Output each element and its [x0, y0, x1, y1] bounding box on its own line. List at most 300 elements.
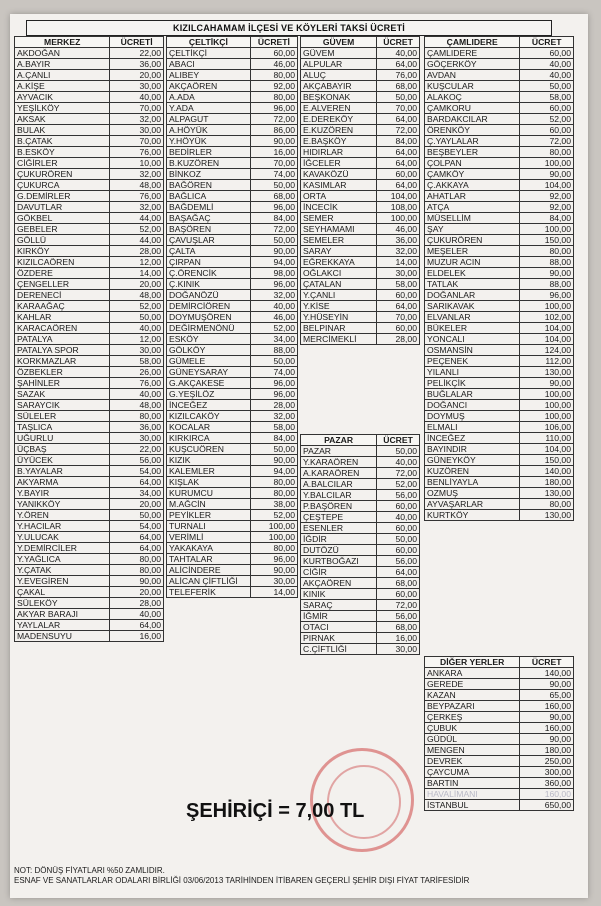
- destination-price: 14,00: [110, 268, 164, 279]
- destination-price: 90,00: [250, 455, 297, 466]
- destination-name: KAVAKÖZÜ: [301, 169, 377, 180]
- table-row: [167, 455, 298, 466]
- destination-price: 58,00: [250, 422, 297, 433]
- destination-price: 96,00: [250, 103, 297, 114]
- table-row: [15, 103, 164, 114]
- table-row: [15, 378, 164, 389]
- destination-name: ÇAMLIDERE: [425, 48, 520, 59]
- destination-name: ÇUKURÖREN: [15, 169, 110, 180]
- destination-price: 46,00: [250, 59, 297, 70]
- destination-name: BAĞÖREN: [167, 180, 251, 191]
- destination-name: BARDAKCILAR: [425, 114, 520, 125]
- table-row: [15, 202, 164, 213]
- destination-price: 102,00: [520, 312, 574, 323]
- destination-price: 32,00: [110, 114, 164, 125]
- table-row: [167, 180, 298, 191]
- destination-name: OZMUŞ: [425, 488, 520, 499]
- destination-name: SARIKAVAK: [425, 301, 520, 312]
- table-row: [167, 224, 298, 235]
- table-row: [15, 48, 164, 59]
- destination-price: 50,00: [250, 235, 297, 246]
- destination-price: 180,00: [520, 477, 574, 488]
- destination-name: KORKMAZLAR: [15, 356, 110, 367]
- destination-name: ÇAMKÖY: [425, 169, 520, 180]
- destination-price: 50,00: [250, 180, 297, 191]
- table-celtikci: [166, 36, 298, 598]
- destination-name: KURTBOĞAZI: [301, 556, 377, 567]
- destination-name: ÇAKAL: [15, 587, 110, 598]
- destination-name: TAŞLICA: [15, 422, 110, 433]
- table-row: [167, 202, 298, 213]
- table-row: [167, 587, 298, 598]
- table-row: [167, 466, 298, 477]
- table-row: [425, 81, 574, 92]
- destination-price: 76,00: [110, 378, 164, 389]
- table-row: [425, 745, 574, 756]
- destination-name: ŞAHİNLER: [15, 378, 110, 389]
- destination-price: 64,00: [110, 543, 164, 554]
- destination-price: 44,00: [110, 213, 164, 224]
- destination-price: 100,00: [377, 213, 420, 224]
- table-row: [15, 422, 164, 433]
- destination-name: DOĞANCI: [425, 400, 520, 411]
- destination-name: ELMALI: [425, 422, 520, 433]
- table-row: [425, 668, 574, 679]
- destination-name: Y.ULUCAK: [15, 532, 110, 543]
- destination-name: AKDOĞAN: [15, 48, 110, 59]
- table-row: [15, 191, 164, 202]
- destination-price: 60,00: [520, 103, 574, 114]
- region-heading: DİĞER YERLER: [425, 657, 520, 668]
- table-row: [301, 633, 420, 644]
- destination-name: A.HÖYÜK: [167, 125, 251, 136]
- destination-name: G.AKÇAKESE: [167, 378, 251, 389]
- destination-name: ELDELEK: [425, 268, 520, 279]
- destination-price: 40,00: [110, 389, 164, 400]
- destination-price: 60,00: [377, 323, 420, 334]
- price-heading: ÜCRET: [377, 435, 420, 446]
- destination-name: GÖLLÜ: [15, 235, 110, 246]
- destination-price: 30,00: [250, 576, 297, 587]
- table-row: [301, 600, 420, 611]
- table-row: [15, 312, 164, 323]
- destination-price: 70,00: [377, 312, 420, 323]
- destination-price: 28,00: [110, 598, 164, 609]
- table-row: [15, 444, 164, 455]
- destination-price: 58,00: [377, 279, 420, 290]
- destination-name: DOĞANÖZÜ: [167, 290, 251, 301]
- destination-name: A.ÇANLI: [15, 70, 110, 81]
- destination-name: Y.ÇATAK: [15, 565, 110, 576]
- destination-price: 54,00: [110, 466, 164, 477]
- table-row: [15, 455, 164, 466]
- destination-price: 20,00: [110, 499, 164, 510]
- destination-price: 92,00: [520, 202, 574, 213]
- destination-price: 16,00: [377, 633, 420, 644]
- destination-name: ÇAYCUMA: [425, 767, 520, 778]
- destination-price: 40,00: [377, 457, 420, 468]
- destination-name: Y.BAYIR: [15, 488, 110, 499]
- destination-price: 28,00: [110, 246, 164, 257]
- destination-price: 16,00: [250, 147, 297, 158]
- destination-price: 22,00: [110, 48, 164, 59]
- destination-name: KURUMCU: [167, 488, 251, 499]
- destination-name: KARAAĞAÇ: [15, 301, 110, 312]
- destination-name: KASIMLAR: [301, 180, 377, 191]
- destination-price: 104,00: [520, 323, 574, 334]
- destination-price: 130,00: [520, 510, 574, 521]
- table-row: [301, 468, 420, 479]
- table-row: [425, 756, 574, 767]
- table-row: [301, 334, 420, 345]
- destination-price: 80,00: [250, 92, 297, 103]
- destination-price: 70,00: [377, 103, 420, 114]
- destination-price: 90,00: [520, 169, 574, 180]
- destination-price: 56,00: [377, 490, 420, 501]
- table-row: [425, 433, 574, 444]
- destination-price: 52,00: [520, 114, 574, 125]
- destination-price: 250,00: [520, 756, 574, 767]
- destination-price: 60,00: [520, 48, 574, 59]
- destination-price: 130,00: [520, 367, 574, 378]
- destination-name: ALİCAN ÇİFTLİĞİ: [167, 576, 251, 587]
- table-row: [167, 59, 298, 70]
- table-row: [15, 224, 164, 235]
- table-row: [301, 147, 420, 158]
- destination-price: 90,00: [520, 712, 574, 723]
- destination-price: 64,00: [377, 301, 420, 312]
- destination-name: BEYPAZARI: [425, 701, 520, 712]
- destination-name: ÜÇBAŞ: [15, 444, 110, 455]
- table-row: [301, 103, 420, 114]
- destination-name: YEŞİLKÖY: [15, 103, 110, 114]
- destination-price: 160,00: [520, 789, 574, 800]
- table-row: [425, 257, 574, 268]
- destination-price: 100,00: [520, 389, 574, 400]
- destination-name: SEMELER: [301, 235, 377, 246]
- table-row: [425, 169, 574, 180]
- destination-price: 72,00: [250, 224, 297, 235]
- table-row: [301, 479, 420, 490]
- destination-name: SARAY: [301, 246, 377, 257]
- destination-name: DEMİRCİÖREN: [167, 301, 251, 312]
- destination-name: GÜVEM: [301, 48, 377, 59]
- destination-price: 360,00: [520, 778, 574, 789]
- destination-price: 22,00: [110, 444, 164, 455]
- table-row: [15, 609, 164, 620]
- table-row: [167, 257, 298, 268]
- destination-name: MENGEN: [425, 745, 520, 756]
- destination-price: 96,00: [250, 279, 297, 290]
- destination-name: YANIKKÖY: [15, 499, 110, 510]
- destination-price: 40,00: [250, 301, 297, 312]
- table-row: [301, 545, 420, 556]
- destination-name: İĞMİR: [301, 611, 377, 622]
- destination-name: ALİCİNDERE: [167, 565, 251, 576]
- destination-name: ÇALTA: [167, 246, 251, 257]
- destination-name: AHATLAR: [425, 191, 520, 202]
- destination-name: KAZAN: [425, 690, 520, 701]
- destination-price: 40,00: [520, 70, 574, 81]
- destination-price: 72,00: [250, 114, 297, 125]
- table-row: [167, 213, 298, 224]
- destination-price: 70,00: [110, 103, 164, 114]
- destination-name: ÇERKEŞ: [425, 712, 520, 723]
- table-row: [425, 411, 574, 422]
- destination-name: Y.HACILAR: [15, 521, 110, 532]
- destination-name: AKÇABAYIR: [301, 81, 377, 92]
- table-row: [425, 301, 574, 312]
- destination-price: 56,00: [377, 556, 420, 567]
- table-row: [167, 125, 298, 136]
- table-row: [425, 125, 574, 136]
- destination-price: 64,00: [110, 532, 164, 543]
- destination-name: ÇUBUK: [425, 723, 520, 734]
- table-row: [15, 169, 164, 180]
- destination-price: 28,00: [250, 400, 297, 411]
- destination-price: 40,00: [520, 59, 574, 70]
- destination-price: 60,00: [520, 125, 574, 136]
- price-heading: ÜCRET: [520, 37, 574, 48]
- region-heading: ÇAMLIDERE: [425, 37, 520, 48]
- table-guvem: [300, 36, 420, 345]
- destination-name: KIZILCAKÖY: [167, 411, 251, 422]
- table-row: [301, 611, 420, 622]
- destination-price: 40,00: [377, 48, 420, 59]
- destination-price: 650,00: [520, 800, 574, 811]
- destination-price: 76,00: [110, 147, 164, 158]
- table-row: [15, 345, 164, 356]
- table-row: [425, 114, 574, 125]
- table-row: [167, 576, 298, 587]
- destination-name: E.ALVEREN: [301, 103, 377, 114]
- destination-price: 64,00: [377, 567, 420, 578]
- region-heading: PAZAR: [301, 435, 377, 446]
- destination-name: BEŞBEYLER: [425, 147, 520, 158]
- destination-price: 300,00: [520, 767, 574, 778]
- table-row: [425, 679, 574, 690]
- table-row: [425, 701, 574, 712]
- destination-name: KURTKÖY: [425, 510, 520, 521]
- footer-text: ESNAF VE SANATLARLAR ODALARI BİRLİĞİ 03/06/2013 TARİHİNDEN İTİBAREN GEÇERLİ ŞEHİR DIŞI FİYAT TARİFESİDİR: [14, 876, 470, 885]
- destination-name: G.DEMİRLER: [15, 191, 110, 202]
- destination-price: 64,00: [377, 180, 420, 191]
- destination-name: İSTANBUL: [425, 800, 520, 811]
- destination-name: Y.KARAÖREN: [301, 457, 377, 468]
- table-row: [167, 114, 298, 125]
- destination-price: 52,00: [250, 510, 297, 521]
- table-row: [167, 499, 298, 510]
- region-heading: MERKEZ: [15, 37, 110, 48]
- destination-price: 96,00: [520, 290, 574, 301]
- destination-price: 140,00: [520, 466, 574, 477]
- destination-price: 68,00: [377, 81, 420, 92]
- destination-price: 32,00: [250, 290, 297, 301]
- table-row: [301, 169, 420, 180]
- table-row: [15, 400, 164, 411]
- destination-price: 80,00: [250, 488, 297, 499]
- destination-price: 80,00: [250, 543, 297, 554]
- table-row: [15, 180, 164, 191]
- table-row: [167, 334, 298, 345]
- destination-price: 94,00: [250, 257, 297, 268]
- destination-price: 76,00: [110, 191, 164, 202]
- destination-price: 28,00: [377, 334, 420, 345]
- table-row: [167, 191, 298, 202]
- destination-price: 72,00: [377, 125, 420, 136]
- destination-price: 72,00: [377, 600, 420, 611]
- table-row: [15, 125, 164, 136]
- destination-name: YILANLI: [425, 367, 520, 378]
- table-row: [425, 345, 574, 356]
- table-row: [15, 81, 164, 92]
- destination-name: ELVANLAR: [425, 312, 520, 323]
- destination-name: Ç.ÖRENCİK: [167, 268, 251, 279]
- destination-price: 30,00: [110, 345, 164, 356]
- destination-price: 68,00: [250, 191, 297, 202]
- destination-name: ÖRENKÖY: [425, 125, 520, 136]
- table-row: [15, 488, 164, 499]
- destination-name: C.ÇİFTLİĞİ: [301, 644, 377, 655]
- destination-price: 90,00: [250, 565, 297, 576]
- destination-price: 46,00: [377, 224, 420, 235]
- destination-price: 90,00: [250, 246, 297, 257]
- table-header: [425, 657, 574, 668]
- destination-price: 40,00: [110, 609, 164, 620]
- table-row: [15, 114, 164, 125]
- destination-name: DEVREK: [425, 756, 520, 767]
- destination-name: Y.DEMİRCİLER: [15, 543, 110, 554]
- destination-name: UĞURLU: [15, 433, 110, 444]
- destination-price: 86,00: [250, 125, 297, 136]
- table-row: [15, 213, 164, 224]
- destination-name: SEMER: [301, 213, 377, 224]
- destination-name: KIRKIRCA: [167, 433, 251, 444]
- destination-name: GÜNEYKÖY: [425, 455, 520, 466]
- destination-price: 32,00: [377, 246, 420, 257]
- destination-name: B.ESKÖY: [15, 147, 110, 158]
- destination-price: 100,00: [520, 411, 574, 422]
- table-row: [425, 279, 574, 290]
- destination-price: 52,00: [377, 479, 420, 490]
- destination-name: Y.YAĞLICA: [15, 554, 110, 565]
- destination-name: ÇOLPAN: [425, 158, 520, 169]
- table-header: [301, 435, 420, 446]
- destination-price: 16,00: [110, 631, 164, 642]
- destination-price: 36,00: [377, 235, 420, 246]
- destination-price: 96,00: [250, 202, 297, 213]
- destination-price: 34,00: [110, 488, 164, 499]
- table-row: [167, 169, 298, 180]
- table-row: [301, 534, 420, 545]
- destination-name: Y.KİSE: [301, 301, 377, 312]
- destination-name: SÜLELER: [15, 411, 110, 422]
- destination-price: 64,00: [377, 114, 420, 125]
- region-heading: ÇELTİKÇİ: [167, 37, 251, 48]
- destination-price: 100,00: [520, 158, 574, 169]
- table-row: [425, 723, 574, 734]
- table-row: [425, 477, 574, 488]
- table-row: [425, 690, 574, 701]
- destination-price: 50,00: [377, 534, 420, 545]
- table-row: [301, 578, 420, 589]
- destination-price: 60,00: [377, 545, 420, 556]
- destination-name: BEDİRLER: [167, 147, 251, 158]
- destination-price: 90,00: [520, 734, 574, 745]
- destination-name: A.ADA: [167, 92, 251, 103]
- price-heading: ÜCRETİ: [110, 37, 164, 48]
- destination-price: 48,00: [110, 180, 164, 191]
- destination-price: 50,00: [377, 446, 420, 457]
- table-row: [301, 268, 420, 279]
- destination-name: Y.ÖREN: [15, 510, 110, 521]
- destination-name: ESENLER: [301, 523, 377, 534]
- destination-price: 96,00: [250, 554, 297, 565]
- destination-price: 80,00: [520, 499, 574, 510]
- destination-name: AYVAŞARLAR: [425, 499, 520, 510]
- table-row: [15, 477, 164, 488]
- table-header: [167, 37, 298, 48]
- table-row: [15, 301, 164, 312]
- destination-name: A.KARAÖREN: [301, 468, 377, 479]
- destination-price: 32,00: [110, 169, 164, 180]
- destination-name: SARAÇ: [301, 600, 377, 611]
- destination-name: AKSAK: [15, 114, 110, 125]
- table-row: [301, 490, 420, 501]
- destination-name: GÜNEYSARAY: [167, 367, 251, 378]
- destination-name: KIZIK: [167, 455, 251, 466]
- table-row: [301, 224, 420, 235]
- destination-name: Y.BALCILAR: [301, 490, 377, 501]
- table-row: [425, 422, 574, 433]
- table-row: [425, 70, 574, 81]
- table-row: [425, 158, 574, 169]
- table-row: [425, 800, 574, 811]
- destination-price: 30,00: [110, 433, 164, 444]
- table-row: [425, 400, 574, 411]
- destination-price: 96,00: [250, 389, 297, 400]
- destination-name: AKYARMA: [15, 477, 110, 488]
- table-row: [425, 48, 574, 59]
- table-row: [301, 235, 420, 246]
- destination-name: B.ÇATAK: [15, 136, 110, 147]
- table-row: [301, 125, 420, 136]
- return-note: NOT: DÖNÜŞ FİYATLARI %50 ZAMLIDIR.: [14, 866, 165, 875]
- table-row: [301, 213, 420, 224]
- table-row: [15, 92, 164, 103]
- table-row: [167, 70, 298, 81]
- destination-name: BENLİYAYLA: [425, 477, 520, 488]
- destination-name: ALAKOÇ: [425, 92, 520, 103]
- destination-name: KIRKÖY: [15, 246, 110, 257]
- region-heading: GÜVEM: [301, 37, 377, 48]
- destination-name: Y.HÖYÜK: [167, 136, 251, 147]
- destination-name: SEYHAMAMI: [301, 224, 377, 235]
- table-row: [425, 510, 574, 521]
- destination-price: 84,00: [377, 136, 420, 147]
- table-row: [167, 422, 298, 433]
- destination-price: 50,00: [250, 444, 297, 455]
- destination-price: 64,00: [110, 477, 164, 488]
- table-row: [301, 512, 420, 523]
- destination-price: 14,00: [377, 257, 420, 268]
- table-row: [167, 532, 298, 543]
- destination-price: 32,00: [110, 202, 164, 213]
- destination-name: DOĞANLAR: [425, 290, 520, 301]
- destination-price: 72,00: [377, 468, 420, 479]
- table-row: [167, 290, 298, 301]
- table-row: [167, 81, 298, 92]
